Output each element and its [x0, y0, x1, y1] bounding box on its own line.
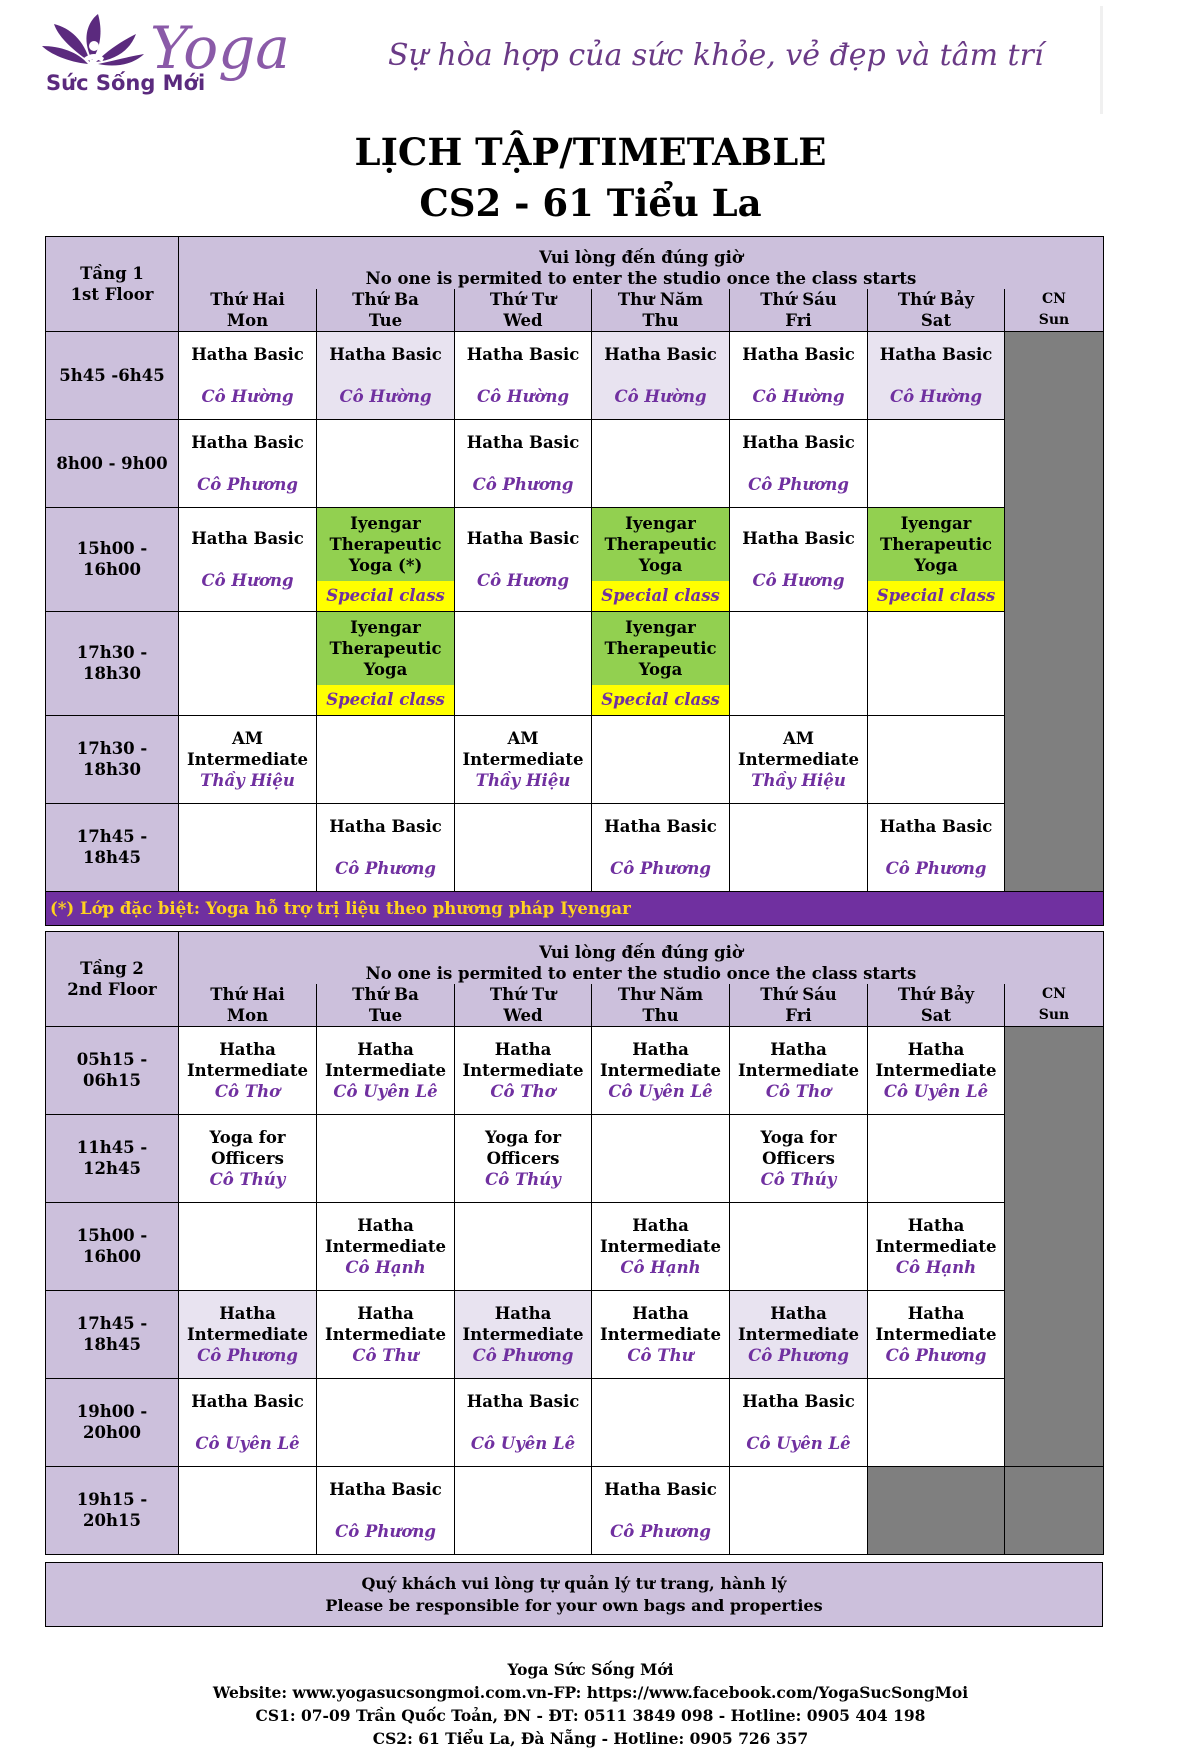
page-subtitle: CS2 - 61 Tiểu La	[419, 181, 762, 225]
class-cell: Hatha Basic Cô Uyên Lê	[455, 1378, 592, 1466]
class-cell: Hatha Basic Cô Hường	[730, 331, 868, 419]
floor2-label: Tầng 2 2nd Floor	[46, 932, 179, 1027]
class-cell: Hatha Basic Cô Phương	[179, 419, 317, 507]
time-slot: 19h00 - 20h00	[46, 1378, 179, 1466]
floor1-label: Tầng 1 1st Floor	[46, 237, 179, 332]
empty-cell	[592, 715, 730, 803]
footer-brand: Yoga Sức Sống Mới	[507, 1660, 674, 1679]
page-title: LỊCH TẬP/TIMETABLE	[354, 130, 827, 174]
class-cell: Hatha Intermediate Cô Phương	[179, 1290, 317, 1378]
empty-cell	[179, 611, 317, 715]
empty-cell	[179, 803, 317, 891]
day-wed: Thứ Tư Wed	[455, 289, 592, 332]
day-thu: Thư Năm Thu	[592, 984, 730, 1027]
class-cell: Hatha Intermediate Cô Hạnh	[592, 1202, 730, 1290]
floor1-notice: Vui lòng đến đúng giờ No one is permited to enter the studio once the class starts	[179, 237, 1104, 289]
floor2-table	[45, 931, 1104, 1555]
empty-cell	[868, 419, 1005, 507]
sunday-closed	[1005, 331, 1104, 891]
class-cell: Hatha Intermediate Cô Thơ	[455, 1026, 592, 1114]
class-cell: Hatha Basic Cô Hường	[179, 331, 317, 419]
day-sat: Thứ Bảy Sat	[868, 289, 1005, 332]
class-cell: Hatha Basic Cô Phương	[317, 803, 455, 891]
day-fri: Thứ Sáu Fri	[730, 984, 868, 1027]
svg-text:Sức Sống Mới: Sức Sống Mới	[46, 71, 206, 95]
empty-cell	[317, 1378, 455, 1466]
class-cell: Hatha Basic Cô Hương	[455, 507, 592, 611]
sunday-closed	[1005, 1026, 1104, 1466]
class-cell: Hatha Intermediate Cô Hạnh	[868, 1202, 1005, 1290]
empty-cell	[317, 1114, 455, 1202]
class-cell: Hatha Intermediate Cô Thơ	[179, 1026, 317, 1114]
empty-cell	[868, 1378, 1005, 1466]
time-slot: 17h30 - 18h30	[46, 715, 179, 803]
empty-cell	[592, 1378, 730, 1466]
time-slot: 15h00 - 16h00	[46, 1202, 179, 1290]
empty-cell	[179, 1466, 317, 1554]
class-cell: Hatha Intermediate Cô Uyên Lê	[317, 1026, 455, 1114]
class-cell: Hatha Basic Cô Hương	[179, 507, 317, 611]
belongings-note: Quý khách vui lòng tự quản lý tư trang, hành lý Please be responsible for your own bags and properties	[45, 1562, 1103, 1627]
class-cell: Hatha Intermediate Cô Thơ	[730, 1026, 868, 1114]
class-cell: Hatha Basic Cô Hường	[317, 331, 455, 419]
time-slot: 15h00 - 16h00	[46, 507, 179, 611]
empty-cell	[317, 715, 455, 803]
class-cell: Hatha Intermediate Cô Thư	[317, 1290, 455, 1378]
day-tue: Thứ Ba Tue	[317, 984, 455, 1027]
class-cell: Yoga for Officers Cô Thúy	[179, 1114, 317, 1202]
empty-cell	[455, 1202, 592, 1290]
class-cell: Hatha Basic Cô Hường	[868, 331, 1005, 419]
empty-cell	[592, 419, 730, 507]
class-cell: Hatha Intermediate Cô Thư	[592, 1290, 730, 1378]
special-class-cell: Iyengar Therapeutic Yoga Special class	[592, 507, 730, 611]
contact-footer	[0, 1658, 1181, 1750]
time-slot: 11h45 - 12h45	[46, 1114, 179, 1202]
class-cell: Hatha Basic Cô Hường	[592, 331, 730, 419]
class-cell: Hatha Basic Cô Phương	[730, 419, 868, 507]
class-cell: AM Intermediate Thầy Hiệu	[455, 715, 592, 803]
footer-website[interactable]: Website: www.yogasucsongmoi.com.vn-FP: https://www.facebook.com/YogaSucSongMoi	[212, 1683, 969, 1702]
special-class-cell: Iyengar Therapeutic Yoga Special class	[317, 611, 455, 715]
tagline: Sự hòa hợp của sức khỏe, vẻ đẹp và tâm trí	[388, 38, 1044, 73]
empty-cell	[730, 1202, 868, 1290]
empty-cell	[868, 715, 1005, 803]
day-thu: Thư Năm Thu	[592, 289, 730, 332]
class-cell: Hatha Basic Cô Uyên Lê	[179, 1378, 317, 1466]
class-cell: Hatha Intermediate Cô Hạnh	[317, 1202, 455, 1290]
day-sat: Thứ Bảy Sat	[868, 984, 1005, 1027]
time-slot: 17h30 - 18h30	[46, 611, 179, 715]
empty-cell	[730, 611, 868, 715]
time-slot: 17h45 - 18h45	[46, 803, 179, 891]
class-cell: Hatha Basic Cô Hương	[730, 507, 868, 611]
class-cell: Hatha Basic Cô Phương	[317, 1466, 455, 1554]
class-cell: Hatha Basic Cô Phương	[868, 803, 1005, 891]
class-cell: Yoga for Officers Cô Thúy	[455, 1114, 592, 1202]
class-cell: Yoga for Officers Cô Thúy	[730, 1114, 868, 1202]
header-divider	[1100, 6, 1103, 114]
special-class-cell: Iyengar Therapeutic Yoga (*) Special class	[317, 507, 455, 611]
class-cell: Hatha Basic Cô Uyên Lê	[730, 1378, 868, 1466]
closed-cell	[868, 1466, 1005, 1554]
day-wed: Thứ Tư Wed	[455, 984, 592, 1027]
day-fri: Thứ Sáu Fri	[730, 289, 868, 332]
class-cell: Hatha Basic Cô Hường	[455, 331, 592, 419]
empty-cell	[592, 1114, 730, 1202]
footer-cs1: CS1: 07-09 Trần Quốc Toản, ĐN - ĐT: 0511 3849 098 - Hotline: 0905 404 198	[255, 1706, 926, 1725]
day-tue: Thứ Ba Tue	[317, 289, 455, 332]
special-class-cell: Iyengar Therapeutic Yoga Special class	[592, 611, 730, 715]
time-slot: 5h45 -6h45	[46, 331, 179, 419]
day-mon: Thứ Hai Mon	[179, 984, 317, 1027]
class-cell: Hatha Basic Cô Phương	[592, 803, 730, 891]
time-slot: 05h15 - 06h15	[46, 1026, 179, 1114]
class-cell: Hatha Intermediate Cô Phương	[868, 1290, 1005, 1378]
empty-cell	[455, 611, 592, 715]
time-slot: 19h15 - 20h15	[46, 1466, 179, 1554]
empty-cell	[730, 1466, 868, 1554]
class-cell: Hatha Intermediate Cô Phương	[455, 1290, 592, 1378]
footer-cs2: CS2: 61 Tiểu La, Đà Nẵng - Hotline: 0905 726 357	[372, 1729, 809, 1748]
empty-cell	[455, 803, 592, 891]
day-sun: CN Sun	[1005, 289, 1104, 332]
floor1-table	[45, 236, 1104, 926]
day-sun: CN Sun	[1005, 984, 1104, 1027]
empty-cell	[868, 1114, 1005, 1202]
empty-cell	[730, 803, 868, 891]
class-cell: AM Intermediate Thầy Hiệu	[179, 715, 317, 803]
empty-cell	[455, 1466, 592, 1554]
time-slot: 8h00 - 9h00	[46, 419, 179, 507]
class-cell: Hatha Intermediate Cô Uyên Lê	[868, 1026, 1005, 1114]
time-slot: 17h45 - 18h45	[46, 1290, 179, 1378]
page-header	[0, 0, 1181, 120]
special-class-note: (*) Lớp đặc biệt: Yoga hỗ trợ trị liệu theo phương pháp Iyengar	[46, 891, 1104, 925]
day-mon: Thứ Hai Mon	[179, 289, 317, 332]
class-cell: Hatha Basic Cô Phương	[455, 419, 592, 507]
class-cell: Hatha Intermediate Cô Phương	[730, 1290, 868, 1378]
class-cell: Hatha Basic Cô Phương	[592, 1466, 730, 1554]
sunday-closed	[1005, 1466, 1104, 1554]
class-cell: Hatha Intermediate Cô Uyên Lê	[592, 1026, 730, 1114]
special-class-cell: Iyengar Therapeutic Yoga Special class	[868, 507, 1005, 611]
yoga-logo	[40, 6, 320, 102]
empty-cell	[179, 1202, 317, 1290]
svg-text:Yoga: Yoga	[150, 14, 290, 82]
empty-cell	[317, 419, 455, 507]
class-cell: AM Intermediate Thầy Hiệu	[730, 715, 868, 803]
empty-cell	[868, 611, 1005, 715]
floor2-notice: Vui lòng đến đúng giờ No one is permited to enter the studio once the class starts	[179, 932, 1104, 984]
